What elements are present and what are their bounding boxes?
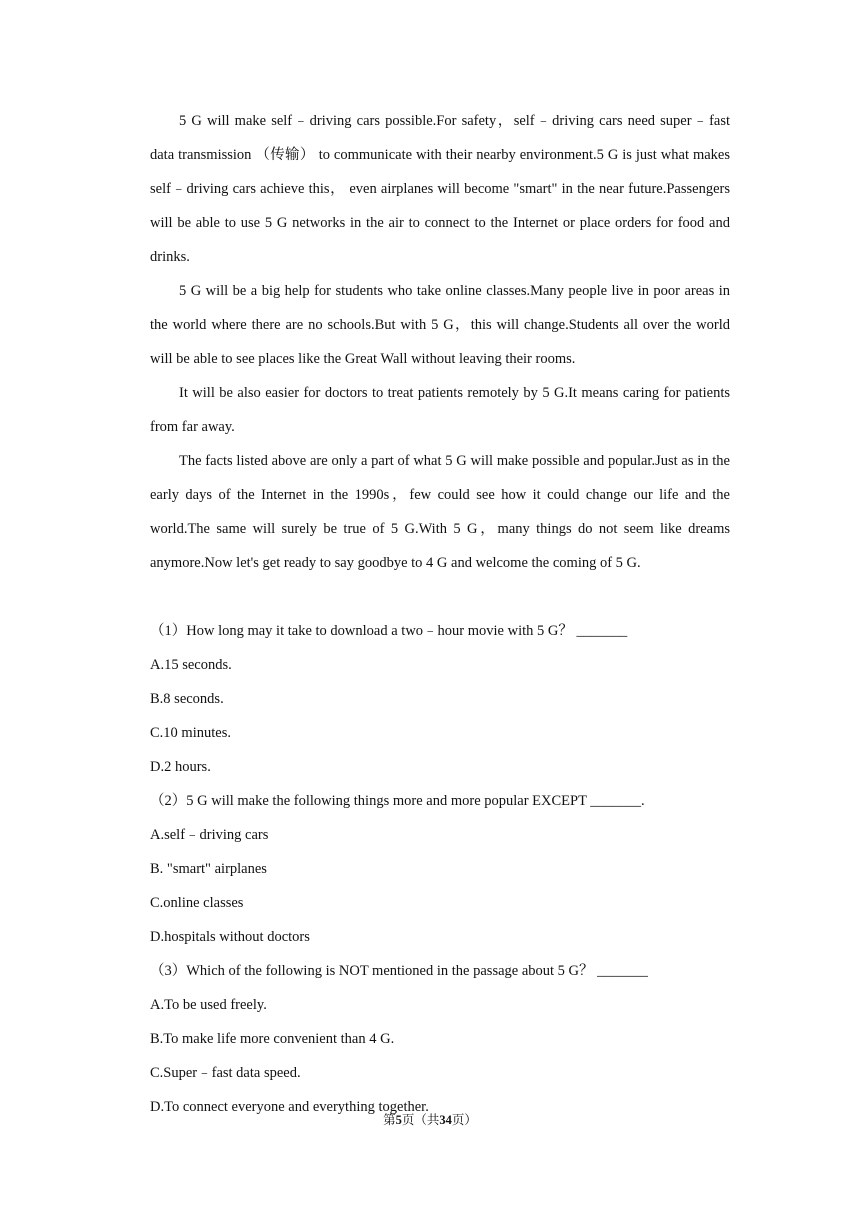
option-b: B. "smart" airplanes xyxy=(150,861,267,877)
footer-suffix: 页） xyxy=(451,1113,477,1127)
question-list xyxy=(150,614,730,1124)
option-c: C.10 minutes. xyxy=(150,725,231,741)
option-c: C.online classes xyxy=(150,895,244,911)
option-a: A.self﹣driving cars xyxy=(150,827,269,843)
question-stem: （2）5 G will make the following things more and more popular EXCEPT _______. xyxy=(150,793,645,809)
current-page-number: 5 xyxy=(395,1113,402,1127)
footer-middle: 页（共 xyxy=(401,1113,440,1127)
option-a: A.To be used freely. xyxy=(150,997,267,1013)
document-page xyxy=(150,104,730,1124)
passage-paragraph-4: The facts listed above are only a part of what 5 G will make possible and popular.Just as in the early days of the Internet in the 1990s，few could see how it could change our life and the world.The same will surely be true of 5 G.With 5 G，many things do not seem like dreams anymore.Now let's get ready to say goodbye to 4 G and welcome the coming of 5 G. xyxy=(150,453,730,571)
passage-paragraph-2: 5 G will be a big help for students who take online classes.Many people live in poor areas in the world where there are no schools.But with 5 G，this will change.Students all over the world will be able to see places like the Great Wall without leaving their rooms. xyxy=(150,283,730,367)
option-b: B.8 seconds. xyxy=(150,691,224,707)
option-d: D.To connect everyone and everything together. xyxy=(150,1099,429,1115)
question-stem: （1）How long may it take to download a two﹣hour movie with 5 G？ _______ xyxy=(150,623,628,639)
footer-prefix: 第 xyxy=(383,1113,396,1127)
option-b: B.To make life more convenient than 4 G. xyxy=(150,1031,395,1047)
total-page-count: 34 xyxy=(439,1113,452,1127)
option-c: C.Super﹣fast data speed. xyxy=(150,1065,301,1081)
question-2 xyxy=(150,784,730,954)
question-1 xyxy=(150,614,730,784)
passage-paragraph-3: It will be also easier for doctors to treat patients remotely by 5 G.It means caring for patients from far away. xyxy=(150,385,730,435)
question-stem: （3）Which of the following is NOT mentioned in the passage about 5 G？ _______ xyxy=(150,963,648,979)
option-a: A.15 seconds. xyxy=(150,657,232,673)
passage-paragraph-1: 5 G will make self﹣driving cars possible.For safety，self﹣driving cars need super﹣fast data transmission （传输） to communicate with their nearby environment.5 G is just what makes self﹣driving cars achieve this， even airplanes will become "smart" in the near future.Passengers will be able to use 5 G networks in the air to connect to the Internet or place orders for food and drinks. xyxy=(150,113,730,265)
option-d: D.hospitals without doctors xyxy=(150,929,310,945)
reading-passage xyxy=(150,104,730,580)
page-footer xyxy=(0,1110,860,1130)
option-d: D.2 hours. xyxy=(150,759,211,775)
question-3 xyxy=(150,954,730,1124)
